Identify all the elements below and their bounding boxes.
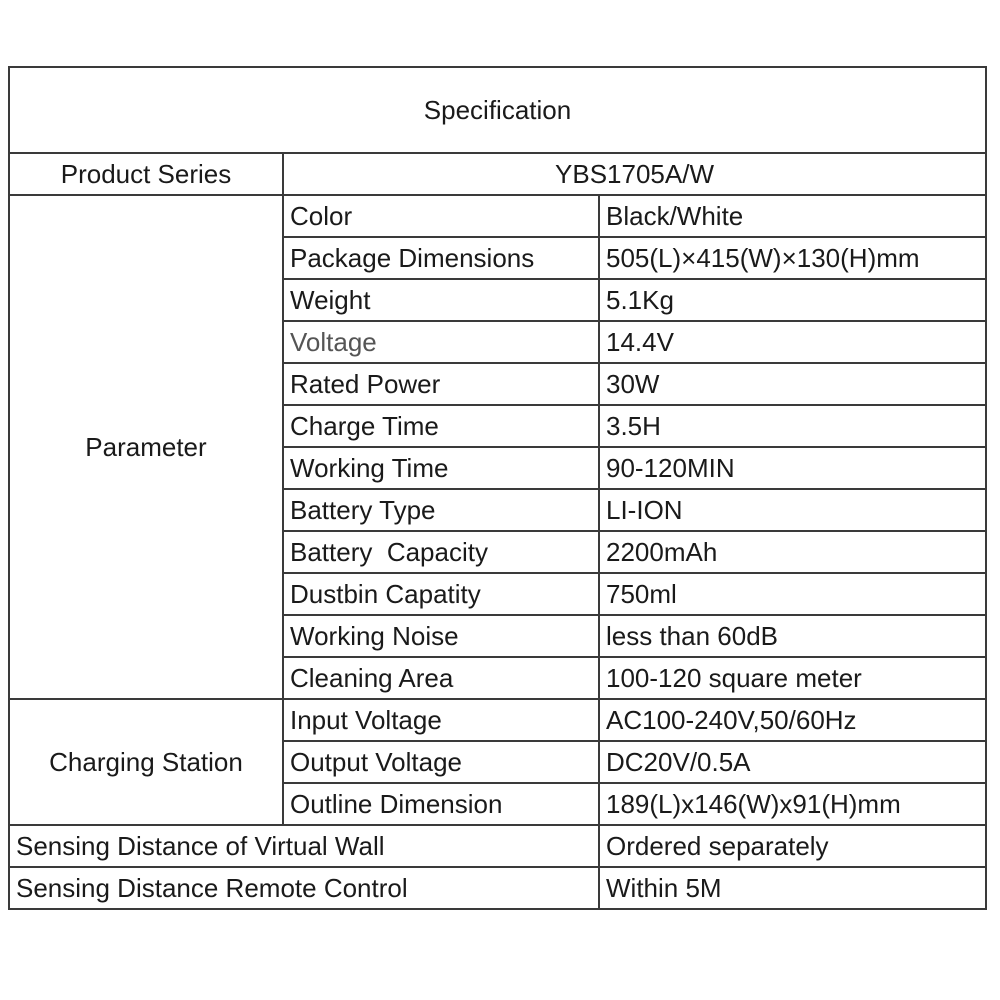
param-name: Cleaning Area [283,657,599,699]
param-name: Sensing Distance Remote Control [9,867,599,909]
param-value: Ordered separately [599,825,986,867]
param-name: Package Dimensions [283,237,599,279]
param-name: Outline Dimension [283,783,599,825]
param-value: less than 60dB [599,615,986,657]
specification-table [8,66,987,910]
param-name: Sensing Distance of Virtual Wall [9,825,599,867]
param-value: 189(L)x146(W)x91(H)mm [599,783,986,825]
param-name: Voltage [283,321,599,363]
param-value: LI-ION [599,489,986,531]
param-name: Dustbin Capatity [283,573,599,615]
param-value: 100-120 square meter [599,657,986,699]
param-name: Working Noise [283,615,599,657]
param-name: Charge Time [283,405,599,447]
parameter-group-label: Parameter [9,195,283,699]
param-name: Working Time [283,447,599,489]
table-row [9,699,986,741]
param-name: Input Voltage [283,699,599,741]
table-row [9,825,986,867]
param-name: Color [283,195,599,237]
param-value: 14.4V [599,321,986,363]
param-value: AC100-240V,50/60Hz [599,699,986,741]
param-value: Black/White [599,195,986,237]
table-row [9,867,986,909]
param-name: Battery Type [283,489,599,531]
product-series-row [9,153,986,195]
product-series-label: Product Series [9,153,283,195]
param-value: 2200mAh [599,531,986,573]
param-value: 750ml [599,573,986,615]
charging-station-group-label: Charging Station [9,699,283,825]
param-name: Rated Power [283,363,599,405]
param-name: Output Voltage [283,741,599,783]
param-name: Battery Capacity [283,531,599,573]
param-value: 3.5H [599,405,986,447]
param-value: DC20V/0.5A [599,741,986,783]
param-value: 90-120MIN [599,447,986,489]
title-row [9,67,986,153]
table-row [9,195,986,237]
product-series-value: YBS1705A/W [283,153,986,195]
param-value: 5.1Kg [599,279,986,321]
param-value: Within 5M [599,867,986,909]
param-value: 505(L)×415(W)×130(H)mm [599,237,986,279]
table-title: Specification [9,67,986,153]
param-value: 30W [599,363,986,405]
param-name: Weight [283,279,599,321]
